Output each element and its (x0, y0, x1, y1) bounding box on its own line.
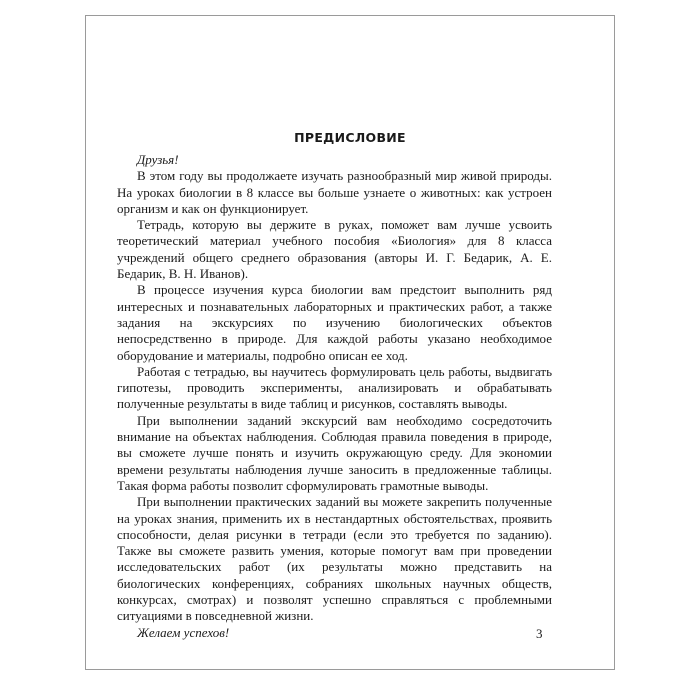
paragraph-1: В этом году вы продолжаете изучать разнообразный мир живой природы. На уроках биологии в 8 классе вы больше узнаете о животных: как устроен организм и как он функционирует. (117, 168, 552, 216)
paragraph-4: Работая с тетрадью, вы научитесь формулировать цель работы, выдвигать гипотезы, проводить эксперименты, анализировать и обрабатывать полученные результаты в виде таблиц и рисунков, составлять выводы. (117, 363, 552, 412)
paragraph-3: В процессе изучения курса биологии вам предстоит выполнить ряд интересных и познавательных лабораторных и практических работ, а также задания на экскурсиях по изучению биологических объектов непосредственно в природе. Для каждой работы указано необходимое оборудование и материалы, подробно описан ее ход. (117, 282, 552, 363)
page-number: 3 (536, 626, 543, 641)
paragraph-2: Тетрадь, которую вы держите в руках, поможет вам лучше усвоить теоретический материал учебного пособия «Биология» для 8 класса учреждений общего среднего образования (авторы И. Г. Бедарик, А. Е. Бедарик, В. Н. Иванов). (117, 217, 552, 282)
paragraph-6: При выполнении практических заданий вы можете закрепить полученные на уроках знания, применить их в нестандартных обстоятельствах, проявить способности, делая рисунки в тетради (если это требуется по заданию). Также вы сможете развить умения, которые помогут вам при проведении исследовательских работ (их результаты можно представить на биологических конференциях, собраниях школьных научных обществ, конкурсах, смотрах) и позволят успешно справляться с проблемными ситуациями в повседневной жизни. (117, 494, 552, 624)
preface-body (117, 152, 552, 641)
greeting: Друзья! (137, 152, 179, 167)
page-title: ПРЕДИСЛОВИЕ (294, 130, 406, 145)
closing-line: Желаем успехов! (137, 624, 230, 640)
paragraph-5: При выполнении заданий экскурсий вам необходимо сосредоточить внимание на объектах наблюдения. Соблюдая правила поведения в природе, вы сможете лучше понять и изучить окружающую среду. Для экономии времени результаты наблюдения лучше заносить в предложенные таблицы. Такая форма работы позволит сформулировать грамотные выводы. (117, 412, 552, 493)
